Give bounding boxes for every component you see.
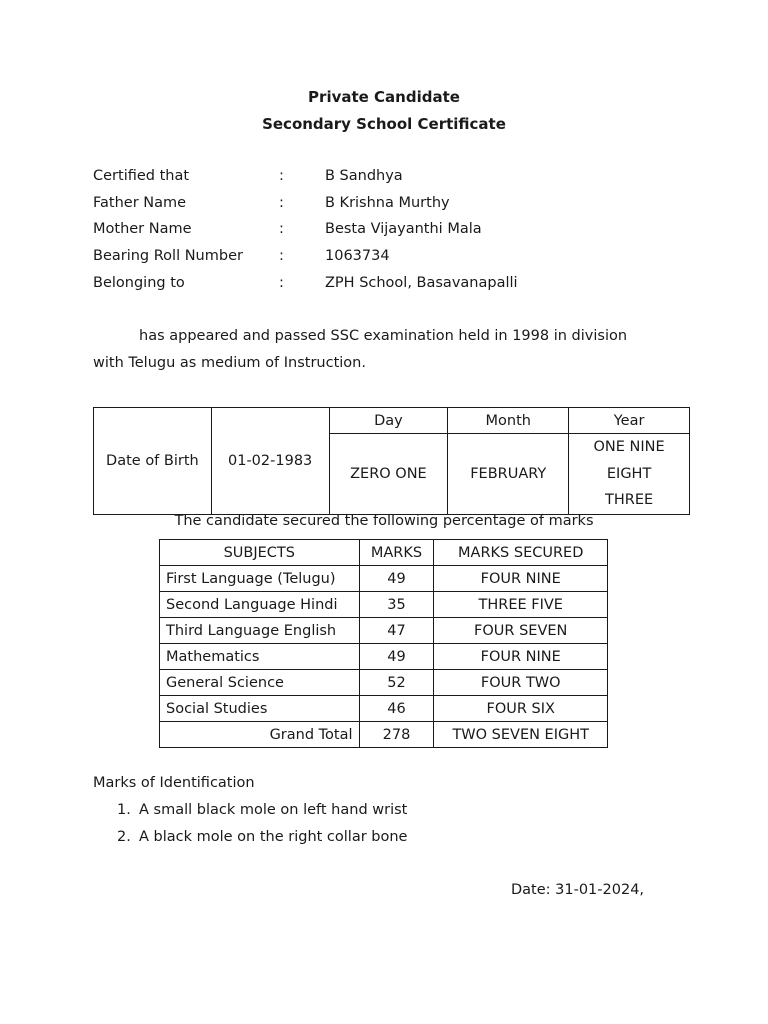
- detail-colon: :: [279, 168, 284, 184]
- year-line: THREE: [605, 492, 654, 508]
- grand-total-marks: 278: [359, 722, 434, 748]
- dob-year-words: [569, 434, 690, 515]
- document-title: Private Candidate: [308, 88, 460, 106]
- marks-words-cell: FOUR NINE: [434, 566, 608, 592]
- detail-label: Certified that: [93, 168, 190, 184]
- detail-colon: :: [279, 275, 284, 291]
- marks-table: [159, 539, 608, 748]
- dob-day-words: ZERO ONE: [329, 434, 448, 515]
- marks-cell: 49: [359, 566, 434, 592]
- year-header: Year: [569, 408, 690, 434]
- marks-cell: 52: [359, 670, 434, 696]
- roll-number: 1063734: [325, 248, 390, 264]
- subject-cell: Second Language Hindi: [160, 592, 360, 618]
- subject-cell: Social Studies: [160, 696, 360, 722]
- marks-words-cell: FOUR TWO: [434, 670, 608, 696]
- detail-colon: :: [279, 221, 284, 237]
- marks-cell: 35: [359, 592, 434, 618]
- candidate-name: B Sandhya: [325, 168, 403, 184]
- table-row: [160, 592, 608, 618]
- identification-item: A small black mole on left hand wrist: [139, 802, 408, 818]
- detail-label: Belonging to: [93, 275, 185, 291]
- identification-heading: Marks of Identification: [93, 775, 255, 791]
- table-row: [160, 618, 608, 644]
- subject-cell: Mathematics: [160, 644, 360, 670]
- subject-cell: First Language (Telugu): [160, 566, 360, 592]
- marks-cell: 46: [359, 696, 434, 722]
- table-row: [160, 670, 608, 696]
- date-of-birth-table: [93, 407, 690, 515]
- grand-total-row: [160, 722, 608, 748]
- grand-total-words: TWO SEVEN EIGHT: [434, 722, 608, 748]
- year-line: ONE NINE: [593, 439, 665, 455]
- identification-item: A black mole on the right collar bone: [139, 829, 408, 845]
- day-header: Day: [329, 408, 448, 434]
- column-header-marks: MARKS: [359, 540, 434, 566]
- detail-colon: :: [279, 248, 284, 264]
- marks-caption: The candidate secured the following percentage of marks: [174, 513, 594, 529]
- subject-cell: General Science: [160, 670, 360, 696]
- list-number: 2.: [117, 829, 131, 845]
- table-header-row: [160, 540, 608, 566]
- marks-words-cell: FOUR SIX: [434, 696, 608, 722]
- subject-cell: Third Language English: [160, 618, 360, 644]
- marks-cell: 47: [359, 618, 434, 644]
- column-header-marks-secured: MARKS SECURED: [434, 540, 608, 566]
- grand-total-label: Grand Total: [160, 722, 360, 748]
- detail-label: Father Name: [93, 195, 187, 211]
- month-header: Month: [448, 408, 569, 434]
- father-name: B Krishna Murthy: [325, 195, 450, 211]
- table-row: [160, 696, 608, 722]
- table-row: [160, 566, 608, 592]
- year-line: EIGHT: [606, 465, 652, 482]
- marks-cell: 49: [359, 644, 434, 670]
- dob-month-words: FEBRUARY: [448, 434, 569, 515]
- marks-words-cell: FOUR NINE: [434, 644, 608, 670]
- school-name: ZPH School, Basavanapalli: [325, 275, 518, 291]
- statement-line: has appeared and passed SSC examination held in 1998 in division: [139, 328, 628, 344]
- column-header-subjects: SUBJECTS: [160, 540, 360, 566]
- mother-name: Besta Vijayanthi Mala: [325, 221, 482, 237]
- list-number: 1.: [117, 802, 131, 818]
- table-row: [160, 644, 608, 670]
- document-subtitle: Secondary School Certificate: [262, 115, 506, 133]
- detail-colon: :: [279, 195, 284, 211]
- issue-date: Date: 31-01-2024,: [511, 882, 645, 898]
- detail-label: Bearing Roll Number: [93, 248, 243, 264]
- dob-value: 01-02-1983: [211, 408, 329, 515]
- dob-label: Date of Birth: [94, 408, 212, 515]
- detail-label: Mother Name: [93, 221, 192, 237]
- statement-line: with Telugu as medium of Instruction.: [93, 355, 366, 371]
- marks-words-cell: THREE FIVE: [434, 592, 608, 618]
- marks-words-cell: FOUR SEVEN: [434, 618, 608, 644]
